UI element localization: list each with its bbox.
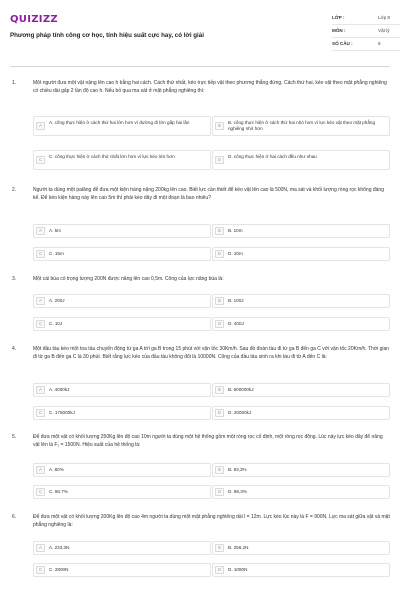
question-number: 3. [12, 276, 17, 282]
option-c[interactable] [33, 317, 211, 331]
option-d[interactable] [212, 247, 390, 261]
meta-row-subject [332, 25, 400, 38]
option-text: A. 233,3N [49, 545, 70, 550]
option-text: D. 1080N [228, 567, 248, 572]
option-text: A. 200J [49, 298, 65, 303]
option-d[interactable] [212, 406, 390, 420]
option-letter: A [36, 297, 45, 305]
option-letter: C [36, 320, 45, 328]
option-text: B. 600000kJ [228, 387, 254, 392]
option-c[interactable] [33, 150, 211, 170]
option-letter: C [36, 250, 45, 258]
option-c[interactable] [33, 247, 211, 261]
meta-key: SỐ CÂU : [332, 41, 353, 46]
option-b[interactable] [212, 294, 390, 308]
option-a[interactable] [33, 463, 211, 477]
option-letter: D [215, 156, 224, 164]
meta-value: Lớp 8 [378, 15, 390, 20]
option-text: A. 80% [49, 467, 64, 472]
option-a[interactable] [33, 541, 211, 555]
option-c[interactable] [33, 563, 211, 577]
meta-key: MÔN : [332, 28, 346, 33]
question-number: 6. [12, 514, 17, 520]
option-c[interactable] [33, 406, 211, 420]
option-a[interactable] [33, 116, 211, 136]
option-letter: D [215, 566, 224, 574]
question-number: 5. [12, 434, 17, 440]
option-c[interactable] [33, 485, 211, 499]
option-text: D. 88,3% [228, 489, 247, 494]
option-text: B. công thực hiện ở cách thứ hai nhỏ hơn vì lực kéo vật theo mặt phẳng nghiêng nhỏ hơn [228, 120, 376, 132]
option-letter: D [215, 488, 224, 496]
option-text: C. 175000kJ [49, 410, 75, 415]
option-a[interactable] [33, 383, 211, 397]
option-b[interactable] [212, 463, 390, 477]
option-text: D. 20000kJ [228, 410, 252, 415]
option-text: A. 5m [49, 228, 61, 233]
meta-row-class [332, 12, 400, 25]
option-letter: A [36, 544, 45, 552]
option-letter: C [36, 409, 45, 417]
option-b[interactable] [212, 541, 390, 555]
option-a[interactable] [33, 294, 211, 308]
option-letter: D [215, 409, 224, 417]
option-letter: A [36, 386, 45, 394]
option-text: C. 10J [49, 321, 63, 326]
option-letter: B [215, 122, 224, 130]
header-divider [10, 66, 390, 67]
option-letter: C [36, 488, 45, 496]
option-b[interactable] [212, 383, 390, 397]
option-d[interactable] [212, 485, 390, 499]
option-letter: B [215, 544, 224, 552]
worksheet-header [10, 12, 390, 62]
option-text: D. 20m [228, 251, 243, 256]
option-letter: D [215, 320, 224, 328]
option-d[interactable] [212, 150, 390, 170]
option-text: A. 4000kJ [49, 387, 70, 392]
option-d[interactable] [212, 317, 390, 331]
option-text: D. công thực hiện ở hai cách đều như nhau [228, 154, 317, 159]
question-text: Để đưa một vật có khối lượng 200Kg lên độ cao 4m người ta dùng một mặt phẳng nghiêng dài l = 12m. Lực kéo lúc này là F = 900N. Lực ma sát giữa vật và mặt phẳng nghiêng là: [33, 514, 390, 528]
option-b[interactable] [212, 116, 390, 136]
meta-row-question-count [332, 38, 400, 51]
question-text: Để đưa một vật có khối lượng 250Kg lên độ cao 10m người ta dùng một hệ thống gồm một ròng rọc cố định, một ròng rọc động. Lúc này lực kéo dây để nâng vật lên là F₁ = 1500N. Hiệu suất của hệ thống là: [33, 434, 383, 448]
option-d[interactable] [212, 563, 390, 577]
question-text: Một đầu tàu kéo một toa tàu chuyển động từ ga A tới ga B trong 15 phút với vận tốc 30Km/h. Sau đó đoàn tàu đi từ ga B đến ga C với vận tốc 20Km/h. Thời gian đi từ ga B đến ga C là 30 phút. Biết rằng lực kéo của đầu tàu không đổi là 10000N. Công của đầu tàu sinh ra khi tàu đi từ A đến C là: [33, 346, 390, 360]
option-text: C. 2800N [49, 567, 69, 572]
question-number: 1. [12, 80, 17, 86]
option-text: A. công thực hiện ở cách thứ hai lớn hơn vì đường đi lớn gấp hai lần [49, 120, 190, 125]
worksheet-title: Phương pháp tính công cơ học, tính hiệu suất cực hay, có lời giải [10, 32, 204, 39]
question-text: Một cái búa có trọng lượng 200N được nâng lên cao 0,5m. Công của lực nâng búa là: [33, 276, 224, 282]
meta-value: Vật lý [378, 28, 390, 33]
option-letter: B [215, 386, 224, 394]
option-letter: A [36, 227, 45, 235]
option-a[interactable] [33, 224, 211, 238]
worksheet-meta [332, 12, 400, 51]
option-letter: B [215, 466, 224, 474]
question-number: 2. [12, 187, 17, 193]
option-text: C. 15m [49, 251, 64, 256]
option-letter: D [215, 250, 224, 258]
quizizz-logo: QUIZIZZ [10, 14, 58, 25]
question-text: Người ta dùng một palăng để đưa một kiện hàng nặng 200kg lên cao. Biết lực cần thiết để kéo vật lên cao là 500N, ma sát và khối lượng ròng rọc không đáng kể. Để kéo kiện hàng này lên cao 5m thì phải kéo dây đi một đoạn là bao nhiêu? [33, 187, 384, 201]
option-b[interactable] [212, 224, 390, 238]
option-letter: A [36, 122, 45, 130]
option-text: B. 10m [228, 228, 243, 233]
option-letter: C [36, 156, 45, 164]
question-text: Một người đưa một vật nặng lên cao h bằng hai cách. Cách thứ nhất, kéo trực tiếp vật theo phương thẳng đứng. Cách thứ hai, kéo vật theo mặt phẳng nghiêng có chiều dài gấp 2 lần độ cao h. Nếu bỏ qua ma sát ở mặt phẳng nghiêng thì: [33, 80, 387, 94]
option-text: B. 83,3% [228, 467, 247, 472]
meta-value: 6 [378, 41, 381, 46]
option-text: B. 100J [228, 298, 244, 303]
option-text: C. 86,7% [49, 489, 68, 494]
meta-key: LỚP : [332, 15, 345, 20]
option-letter: B [215, 297, 224, 305]
option-letter: B [215, 227, 224, 235]
option-text: D. 400J [228, 321, 244, 326]
option-text: C. công thực hiện ở cách thứ nhất lớn hơn vì lực kéo lớn hơn [49, 154, 175, 159]
option-text: B. 256,2N [228, 545, 249, 550]
option-letter: C [36, 566, 45, 574]
option-letter: A [36, 466, 45, 474]
question-number: 4. [12, 346, 17, 352]
